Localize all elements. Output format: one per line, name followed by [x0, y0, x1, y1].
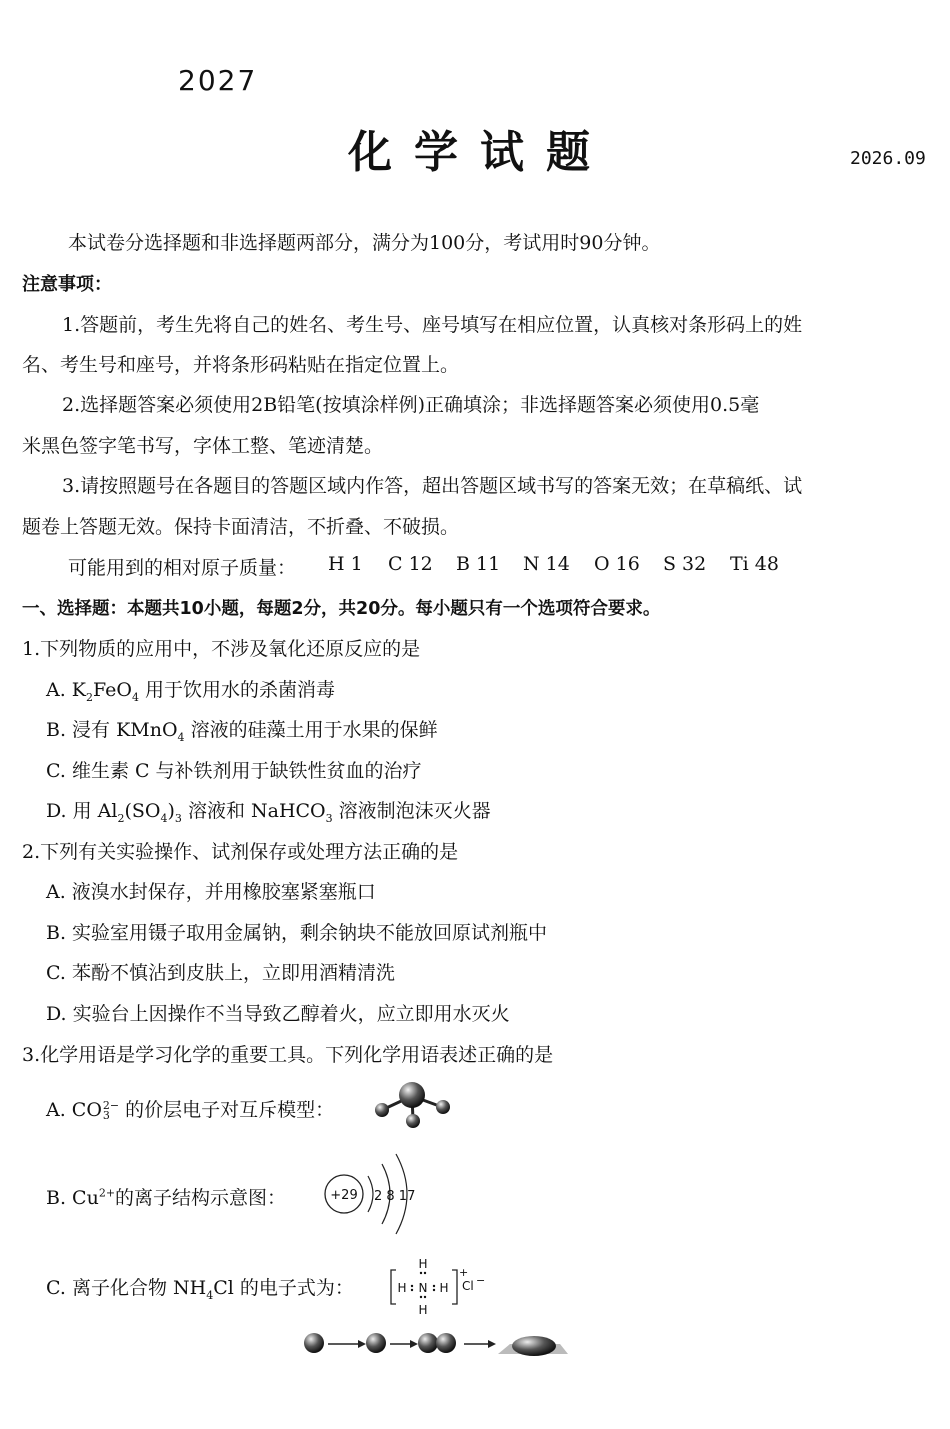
q3-stem: 3.化学用语是学习化学的重要工具。下列化学用语表述正确的是	[22, 1044, 554, 1066]
note-3-line-1: 3.请按照题号在各题目的答题区域内作答，超出答题区域书写的答案无效；在草稿纸、试	[62, 475, 803, 497]
cation-charge: +	[459, 1266, 469, 1279]
atomic-mass-h: H 1	[328, 553, 363, 575]
deposited-cluster	[512, 1336, 556, 1356]
atomic-mass-o: O 16	[594, 553, 640, 575]
atomic-mass-c: C 12	[388, 553, 433, 575]
electron-dot	[420, 1296, 422, 1298]
anion-charge: −	[476, 1274, 486, 1287]
atomic-mass-n: N 14	[523, 553, 570, 575]
ion-structure-diagram	[320, 1150, 430, 1250]
arrowhead-2	[410, 1340, 418, 1348]
left-bracket	[391, 1270, 396, 1304]
electron-dot	[424, 1272, 426, 1274]
electron-formula-diagram	[388, 1258, 488, 1316]
arrowhead-3	[488, 1340, 496, 1348]
particle-3b	[436, 1333, 456, 1353]
nucleus-charge: +29	[330, 1188, 358, 1203]
q2-option-a: A. 液溴水封保存，并用橡胶塞紧塞瓶口	[46, 881, 376, 903]
particle-3a	[418, 1333, 438, 1353]
year-mark: 2027	[178, 64, 258, 97]
atomic-mass-b: B 11	[456, 553, 501, 575]
exam-date: 2026.09	[850, 148, 926, 169]
electron-dot	[420, 1272, 422, 1274]
electron-shell-1	[368, 1176, 373, 1212]
note-2-line-2: 米黑色签字笔书写，字体工整、笔迹清楚。	[22, 435, 384, 457]
right-bracket	[452, 1270, 457, 1304]
note-2-line-1: 2.选择题答案必须使用2B铅笔(按填涂样例)正确填涂；非选择题答案必须使用0.5毫	[62, 394, 760, 416]
electron-dot	[411, 1289, 413, 1291]
electron-dot	[424, 1296, 426, 1298]
q1-option-c: C. 维生素 C 与补铁剂用于缺铁性贫血的治疗	[46, 760, 422, 782]
q1-option-b: B. 浸有 KMnO$_4$ 溶液的硅藻土用于水果的保鲜	[46, 719, 438, 744]
arrowhead-1	[358, 1340, 366, 1348]
h-bottom: H	[418, 1303, 428, 1316]
particle-1	[304, 1333, 324, 1353]
notes-heading: 注意事项：	[22, 274, 112, 295]
atomic-masses-label: 可能用到的相对原子质量：	[68, 557, 297, 579]
h-top: H	[418, 1258, 428, 1271]
section-1-heading: 一、选择题：本题共10小题，每题2分，共20分。每小题只有一个选项符合要求。	[22, 599, 661, 619]
q2-stem: 2.下列有关实验操作、试剂保存或处理方法正确的是	[22, 841, 459, 863]
electron-dot	[433, 1285, 435, 1287]
q3-option-c: C. 离子化合物 $NH_4Cl$ 的电子式为：	[46, 1277, 354, 1302]
page-title: 化学试题	[348, 127, 612, 178]
q1-option-a: A. $K_2FeO_4$ 用于饮用水的杀菌消毒	[46, 679, 336, 704]
h-left: H	[397, 1281, 407, 1295]
h-right: H	[439, 1281, 449, 1295]
atomic-mass-s: S 32	[663, 553, 707, 575]
q2-option-d: D. 实验台上因操作不当导致乙醇着火，应立即用水灭火	[46, 1003, 510, 1025]
n-center: N	[418, 1281, 428, 1295]
central-atom	[399, 1082, 425, 1108]
atomic-mass-ti: Ti 48	[730, 553, 779, 575]
electron-dot	[433, 1289, 435, 1291]
note-3-line-2: 题卷上答题无效。保持卡面清洁，不折叠、不破损。	[22, 516, 460, 538]
metal-deposition-figure	[298, 1330, 578, 1356]
q3-option-b: B. $Cu^{2+}$的离子结构示意图：	[46, 1186, 287, 1209]
chloride-symbol: Cl	[462, 1279, 474, 1293]
q1-stem: 1.下列物质的应用中，不涉及氧化还原反应的是	[22, 638, 421, 660]
outer-atom-bottom	[406, 1114, 420, 1128]
q1-option-d: D. 用 $Al_2(SO_4)_3$ 溶液和 NaHCO$_3$ 溶液制泡沫灭火器	[46, 800, 491, 825]
q2-option-c: C. 苯酚不慎沾到皮肤上，立即用酒精清洗	[46, 962, 395, 984]
note-1-line-2: 名、考生号和座号，并将条形码粘贴在指定位置上。	[22, 354, 460, 376]
shell-electron-counts: 2 8 17	[374, 1189, 416, 1204]
intro-text: 本试卷分选择题和非选择题两部分，满分为100分，考试用时90分钟。	[68, 232, 661, 254]
q3-option-a: A. CO 2− 3 的价层电子对互斥模型：	[46, 1099, 335, 1122]
electron-dot	[411, 1285, 413, 1287]
particle-2	[366, 1333, 386, 1353]
outer-atom-left	[375, 1103, 389, 1117]
note-1-line-1: 1.答题前，考生先将自己的姓名、考生号、座号填写在相应位置，认真核对条形码上的姓	[62, 314, 803, 336]
vsepr-model-image	[370, 1080, 460, 1130]
q2-option-b: B. 实验室用镊子取用金属钠，剩余钠块不能放回原试剂瓶中	[46, 922, 548, 944]
outer-atom-right	[436, 1100, 450, 1114]
